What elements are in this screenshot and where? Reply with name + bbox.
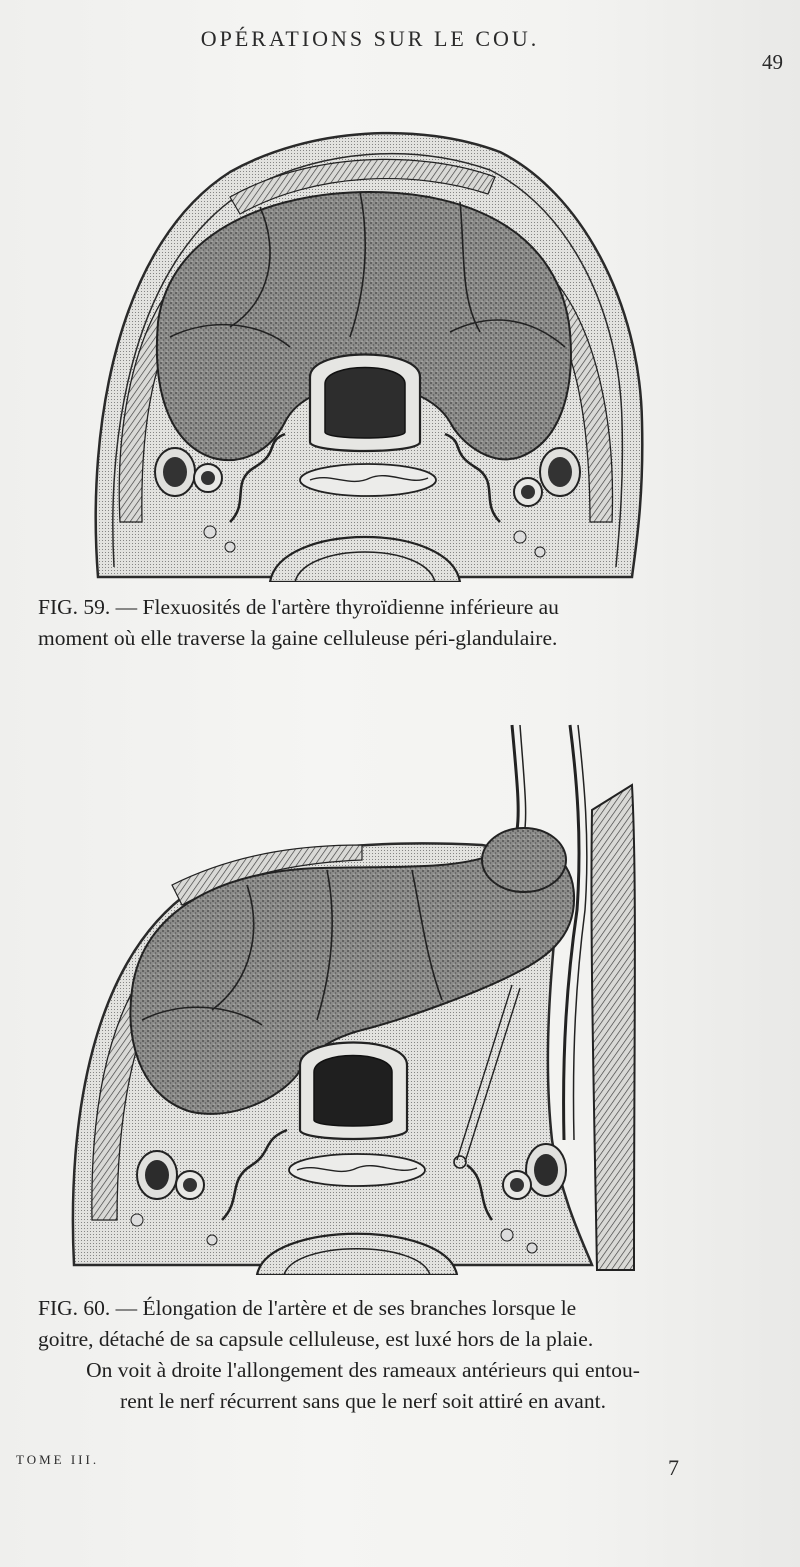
caption-line: goitre, détaché de sa capsule celluleuse, est luxé hors de la plaie. [38, 1327, 594, 1351]
caption-line: FIG. 59. — Flexuosités de l'artère thyroïdienne inférieure au [38, 595, 559, 619]
caption-line: On voit à droite l'allongement des rameaux antérieurs qui entou- [86, 1358, 640, 1382]
page-number: 49 [762, 50, 783, 74]
figure-59-caption [38, 592, 688, 654]
volume-footer: TOME III. [16, 1452, 100, 1467]
caption-line: FIG. 60. — Élongation de l'artère et de ses branches lorsque le [38, 1296, 577, 1320]
caption-line: moment où elle traverse la gaine celluleuse péri-glandulaire. [38, 626, 558, 650]
running-head: OPÉRATIONS SUR LE COU. [200, 26, 540, 51]
figure-60-caption [38, 1293, 688, 1417]
figure-60-illustration [62, 720, 642, 1275]
figure-59-illustration [80, 122, 650, 582]
caption-line: rent le nerf récurrent sans que le nerf soit attiré en avant. [120, 1389, 606, 1413]
signature-mark: 7 [668, 1455, 679, 1480]
